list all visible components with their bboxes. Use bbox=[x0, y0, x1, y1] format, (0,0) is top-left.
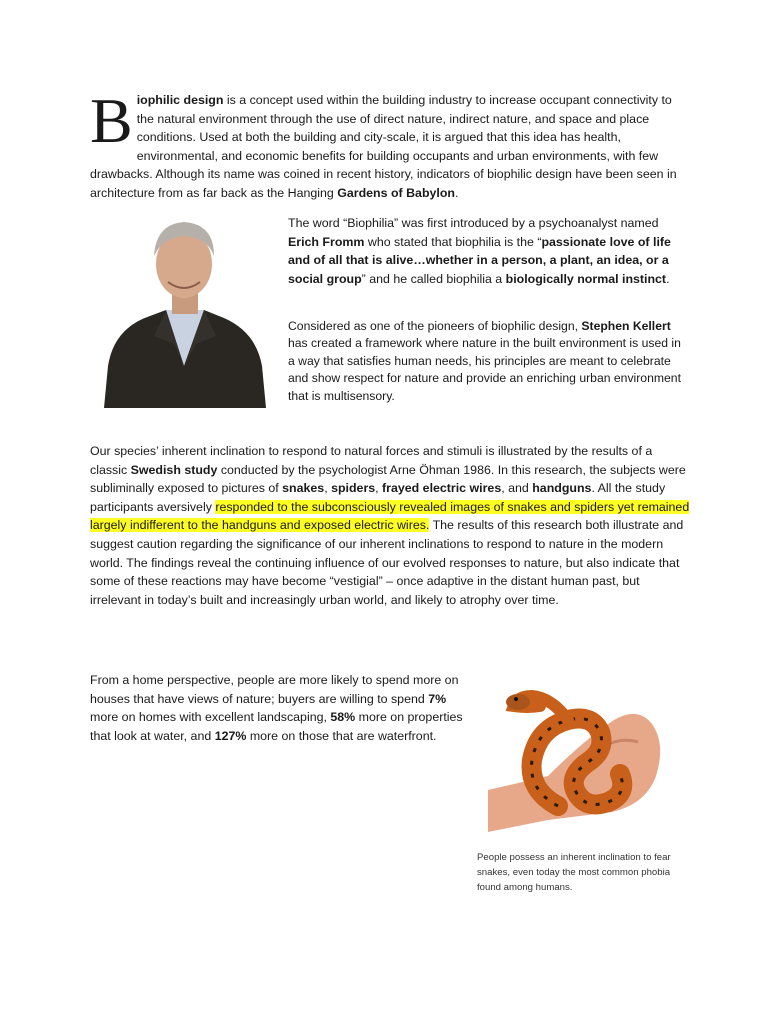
spiders-term: spiders bbox=[331, 481, 376, 496]
intro-end: . bbox=[454, 185, 459, 200]
kellert-text-1: Considered as one of the pioneers of biophilic design, bbox=[288, 319, 582, 333]
fromm-text-4: . bbox=[666, 271, 670, 286]
kellert-paragraph bbox=[288, 318, 688, 405]
fromm-instinct: biologically normal instinct bbox=[505, 271, 667, 286]
fromm-paragraph bbox=[288, 214, 688, 288]
study-text-2: conducted by the psychologist Arne Öhman 1986. In this research, the subjects were subliminally exposed to pictures of bbox=[90, 462, 686, 496]
stephen-kellert-photo bbox=[104, 216, 266, 408]
study-paragraph bbox=[90, 442, 690, 609]
stat-7: 7% bbox=[428, 691, 447, 706]
study-text-3: . All the study participants aversively bbox=[90, 481, 666, 514]
intro-text: is a concept used within the building industry to increase occupant connectivity to the natural environment through the use of direct nature, indirect nature, and space and place conditions. Used at both the building and city-scale, it is argued that this idea has health, environmental, and economic benefits for building occupants and urban environments, with few drawbacks. Although its name was coined in recent history, indicators of biophilic design have been seen in architecture from as far back as the Hanging bbox=[90, 93, 677, 200]
home-text-4: more on those that are waterfront. bbox=[246, 728, 437, 743]
stat-127: 127% bbox=[214, 728, 247, 743]
drop-cap: B bbox=[90, 85, 133, 156]
fromm-text-3: ” and he called biophilia a bbox=[361, 271, 506, 286]
and-text: , and bbox=[501, 481, 533, 496]
intro-term: iophilic design bbox=[136, 93, 224, 107]
snake-photo-caption: People possess an inherent inclination to fear snakes, even today the most common phobia found among humans. bbox=[477, 852, 671, 893]
fromm-text-2: who stated that biophilia is the “ bbox=[364, 234, 542, 249]
stat-58: 58% bbox=[330, 710, 356, 725]
swedish-study: Swedish study bbox=[130, 462, 218, 477]
fromm-text-1: The word “Biophilia” was first introduced by a psychoanalyst named bbox=[288, 216, 659, 230]
snake-in-hand-photo bbox=[488, 680, 666, 832]
study-text-4: The results of this research both illustrate and suggest caution regarding the significance of our inherent inclinations to respond to nature in the modern world. The findings reveal the continuing influence of our evolved responses to nature, but also indicate that some of these reactions may have become “vestigial” – once adaptive in the distant human past, but irrelevant in today’s built and increasingly urban world, and likely to atrophy over time. bbox=[90, 518, 684, 607]
home-paragraph bbox=[90, 671, 474, 745]
gardens-term: Gardens of Babylon bbox=[337, 185, 455, 200]
home-text-2: more on homes with excellent landscaping, bbox=[90, 710, 331, 725]
fromm-name: Erich Fromm bbox=[288, 234, 365, 249]
comma-2: , bbox=[375, 481, 383, 496]
kellert-text-2: has created a framework where nature in the built environment is used in a way that satisfies human needs, his principles are meant to celebrate and show respect for nature and provide an enriching urban environment that is multisensory. bbox=[288, 336, 681, 403]
study-text-1: Our species’ inherent inclination to respond to natural forces and stimuli is illustrated by the results of a classic bbox=[90, 444, 653, 477]
wires-term: frayed electric wires bbox=[382, 481, 502, 496]
home-text-3: more on properties that look at water, and bbox=[90, 710, 463, 743]
kellert-name: Stephen Kellert bbox=[581, 319, 671, 333]
fromm-quote: passionate love of life and of all that is alive…whether in a person, a plant, an idea, or a social group bbox=[288, 234, 671, 286]
intro-paragraph bbox=[90, 85, 690, 203]
home-text-1: From a home perspective, people are more likely to spend more on houses that have views of nature; buyers are willing to spend bbox=[90, 673, 459, 706]
handguns-term: handguns bbox=[532, 481, 592, 496]
comma-1: , bbox=[324, 481, 332, 496]
snakes-term: snakes bbox=[282, 481, 325, 496]
highlighted-finding: responded to the subconsciously revealed images of snakes and spiders yet remained largely indifferent to the handguns and exposed electric wires. bbox=[90, 499, 690, 533]
